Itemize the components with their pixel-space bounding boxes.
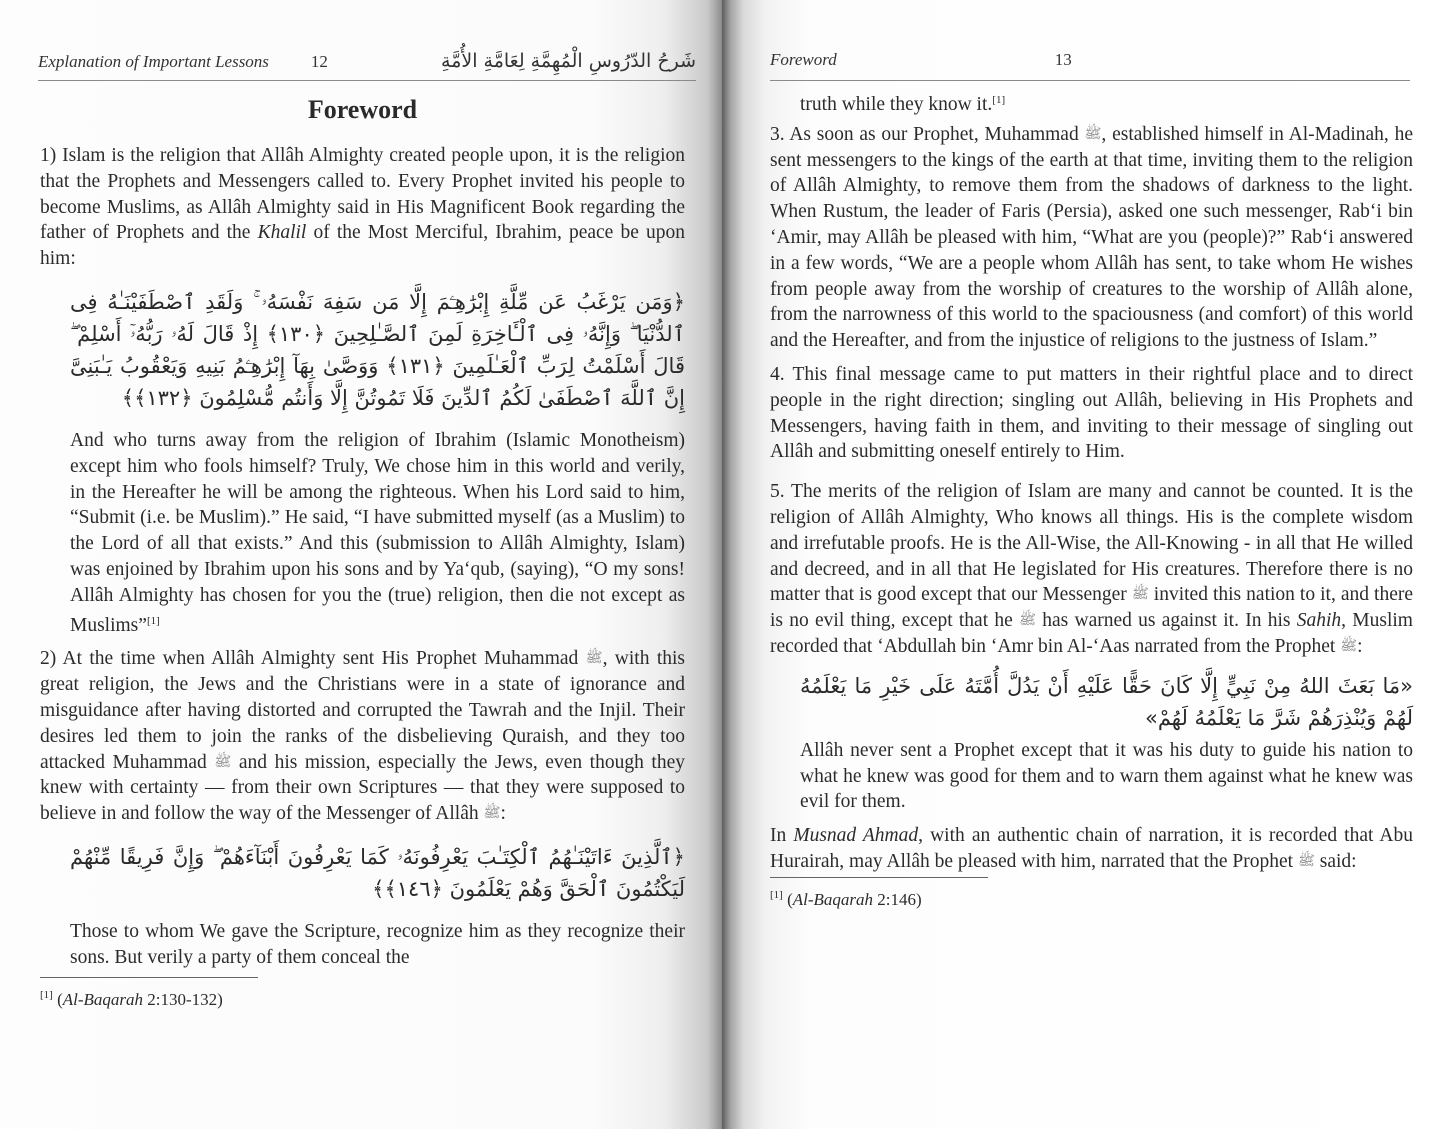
footnote-source: Al-Baqarah — [62, 989, 144, 1009]
paragraph-3 — [770, 122, 1413, 354]
paragraph-text: invited this nation to it, and there is no evil thing, except that he — [770, 584, 1414, 632]
chapter-title: Foreword — [307, 95, 418, 124]
paragraph-text: of the Most Merciful, Ibrahim, peace be upon him: — [40, 222, 685, 270]
footnote-reference: 2:146) — [873, 889, 922, 909]
footnote-source: Al-Baqarah — [792, 889, 874, 909]
paragraph-5 — [770, 479, 1413, 660]
right-page — [722, 0, 1445, 1129]
salutation-icon: ﷺ — [1297, 852, 1315, 869]
continued-translation — [770, 88, 1413, 118]
salutation-icon: ﷺ — [1131, 586, 1149, 603]
paragraph-text: said: — [1314, 850, 1357, 872]
paragraph-text: , with an authentic chain of narration, it is recorded that Abu Hurairah, may Allâh be pleased with him, narrated that the Prophet — [770, 825, 1413, 872]
footnote — [40, 984, 685, 1011]
paragraph-text: 1) Islam is the religion that Allâh Almighty created people upon, it is the religion that the Prophets and Messengers called to. Every Prophet invited his people to become Muslims, as Allâh Almighty said in His Magnificent Book regarding the father of Prophets and the — [40, 145, 685, 244]
salutation-icon: ﷺ — [483, 805, 501, 822]
italic-term: Sahih — [1296, 610, 1342, 632]
left-running-head — [38, 50, 696, 81]
right-running-head — [770, 50, 1410, 81]
paragraph-text: , with this great religion, the Jews and the Christians were in a state of ignorance and misguidance after having distorted and corrupted the Tawrah and the Injil. Their desires led them to join the ranks of the disbelieving Quraish, and they too attacked Muhammad — [40, 648, 685, 773]
quran-verse-translation-2: Those to whom We gave the Scripture, recognize him as they recognize their sons. But verily a party of them conceal the — [70, 920, 685, 968]
paragraph-1 — [40, 143, 685, 272]
footnote-number: [1] — [40, 988, 53, 1001]
paragraph-text: , Muslim recorded that ‘Abdullah bin ‘Amr bin Al-‘Aas narrated from the Prophet — [770, 610, 1413, 657]
italic-term: Musnad Ahmad — [793, 825, 919, 847]
footnote-divider — [40, 977, 258, 978]
paragraph-text: : — [1357, 635, 1363, 657]
translation-text: And who turns away from the religion of Ibrahim (Islamic Monotheism) except him who fools himself? Truly, We chose him in this world and verily, in the Hereafter he will be among the righteous. When his Lord said to him, “Submit (i.e. be Muslim).” He said, “I have submitted myself (as a Muslim) to the Lord of all that exists.” And this (submission to Allâh Almighty, Islam) was enjoined by Ibrahim upon his sons and by Ya‘qub, (saying), “O my sons! Allâh Almighty has chosen for you the (true) religion, then die not except as Muslims” — [70, 429, 685, 636]
paragraph-text: 2) At the time when Allâh Almighty sent His Prophet Muhammad — [40, 648, 586, 670]
footnote-marker[interactable]: [1] — [146, 614, 160, 627]
hadith-translation: Allâh never sent a Prophet except that it was his duty to guide his nation to what he knew was good for them and to warn them against what he knew was evil for them. — [800, 739, 1413, 813]
salutation-icon: ﷺ — [1019, 612, 1036, 629]
footnote-paren: ( — [52, 989, 63, 1009]
paragraph-text: In — [770, 825, 794, 847]
page-number: 12 — [310, 52, 328, 71]
arabic-book-title: شَرحُ الدّرُوسِ الْمُهِمَّةِ لِعَامَّةِ الأُمَّةِ — [441, 50, 696, 72]
book-title: Explanation of Important Lessons — [38, 52, 269, 71]
salutation-icon: ﷺ — [585, 650, 603, 667]
page-number: 13 — [1054, 50, 1072, 69]
paragraph-4: 4. This final message came to put matters in their rightful place and to direct people in the right direction; singling out Allâh, believing in His Prophets and Messengers, having faith in them, and inviting to their message of singling out Allâh and submitting oneself entirely to Him. — [770, 363, 1413, 463]
footnote-paren: ( — [782, 889, 793, 909]
footnote-marker[interactable]: [1] — [992, 94, 1006, 106]
quran-verse-translation — [40, 428, 685, 638]
translation-text: truth while they know it. — [800, 94, 993, 115]
salutation-icon: ﷺ — [1084, 125, 1102, 142]
footnote — [770, 884, 1413, 911]
footnote-divider — [770, 877, 988, 878]
paragraph-text: 5. The merits of the religion of Islam are many and cannot be counted. It is the religion of Allâh Almighty, Who knows all things. His is the complete wisdom and irrefutable proofs. He is the All-Wise, the All-Knowing - in all that He willed and decreed, and in all that He legislated for His creatures. Therefore there is no matter that is good except that our Messenger — [770, 481, 1413, 606]
footnote-reference: 2:130-132) — [143, 989, 223, 1009]
paragraph-text: , established himself in Al-Madinah, he sent messengers to the kings of the earth at that time, inviting them to the religion of Allâh Almighty, to remove them from the shadows of darkness to the light. When Rustum, the leader of Faris (Persia), asked one such messenger, Rab‘i bin ‘Amir, may Allâh be pleased with him, “What are you (people)?” Rab‘i answered in a few words, “We are a people whom Allâh has sent, to take whom He wishes from people away from the worship of creatures to the worship of Allâh alone, from the narrowness of this world to the spaciousness (and comfort) of this world and the Hereafter, and from the injustice of religions to the justness of Islam.” — [770, 123, 1413, 352]
paragraph-text: and his mission, especially the Jews, even though they knew with certainty — from their own Scriptures — that they were supposed to believe in and follow the way of the Messenger of Allâh — [40, 751, 685, 825]
salutation-icon: ﷺ — [1340, 637, 1358, 654]
paragraph-6 — [770, 823, 1413, 875]
footnote-number: [1] — [770, 888, 783, 901]
paragraph-2 — [40, 646, 685, 827]
quran-verse-arabic-2: ﴿ٱلَّذِينَ ءَاتَيْنَـٰهُمُ ٱلْكِتَـٰبَ يَعْرِفُونَهُۥ كَمَا يَعْرِفُونَ أَبْنَآءَهُمْ ۖ وَإِنَّ فَرِيقًا مِّنْهُمْ لَيَكْتُمُونَ ٱلْحَقَّ وَهُمْ يَعْلَمُونَ ﴿١٤٦﴾﴾ — [70, 844, 685, 901]
right-page-content — [770, 88, 1413, 911]
italic-term: Khalil — [257, 222, 307, 244]
quran-verse-arabic: ﴿وَمَن يَرْغَبُ عَن مِّلَّةِ إِبْرَٰهِـۧمَ إِلَّا مَن سَفِهَ نَفْسَهُۥ ۚ وَلَقَدِ ٱصْطَفَيْنَـٰهُ فِى ٱلدُّنْيَا ۖ وَإِنَّهُۥ فِى ٱلْـَٔاخِرَةِ لَمِنَ ٱلصَّـٰلِحِينَ ﴿١٣٠﴾ إِذْ قَالَ لَهُۥ رَبُّهُۥٓ أَسْلِمْ ۖ قَالَ أَسْلَمْتُ لِرَبِّ ٱلْعَـٰلَمِينَ ﴿١٣١﴾ وَوَصَّىٰ بِهَآ إِبْرَٰهِـۧمُ بَنِيهِ وَيَعْقُوبُ يَـٰبَنِىَّ إِنَّ ٱللَّهَ ٱصْطَفَىٰ لَكُمُ ٱلدِّينَ فَلَا تَمُوتُنَّ إِلَّا وَأَنتُم مُّسْلِمُونَ ﴿١٣٢﴾﴾ — [70, 289, 685, 410]
hadith-arabic: «مَا بَعَثَ اللهُ مِنْ نَبِيٍّ إِلَّا كَانَ حَقًّا عَلَيْهِ أَنْ يَدُلَّ أُمَّتَهُ عَلَى خَيْرِ مَا يَعْلَمُهُ لَهُمْ وَيُنْذِرَهُمْ شَرَّ مَا يَعْلَمُهُ لَهُمْ» — [800, 673, 1413, 730]
left-page — [0, 0, 722, 1129]
section-title: Foreword — [770, 50, 837, 69]
left-page-content — [40, 95, 685, 1011]
paragraph-text: 3. As soon as our Prophet, Muhammad — [770, 123, 1085, 145]
salutation-icon: ﷺ — [214, 753, 232, 770]
paragraph-text: has warned us against it. In his — [1035, 610, 1297, 632]
paragraph-text: : — [500, 803, 506, 825]
